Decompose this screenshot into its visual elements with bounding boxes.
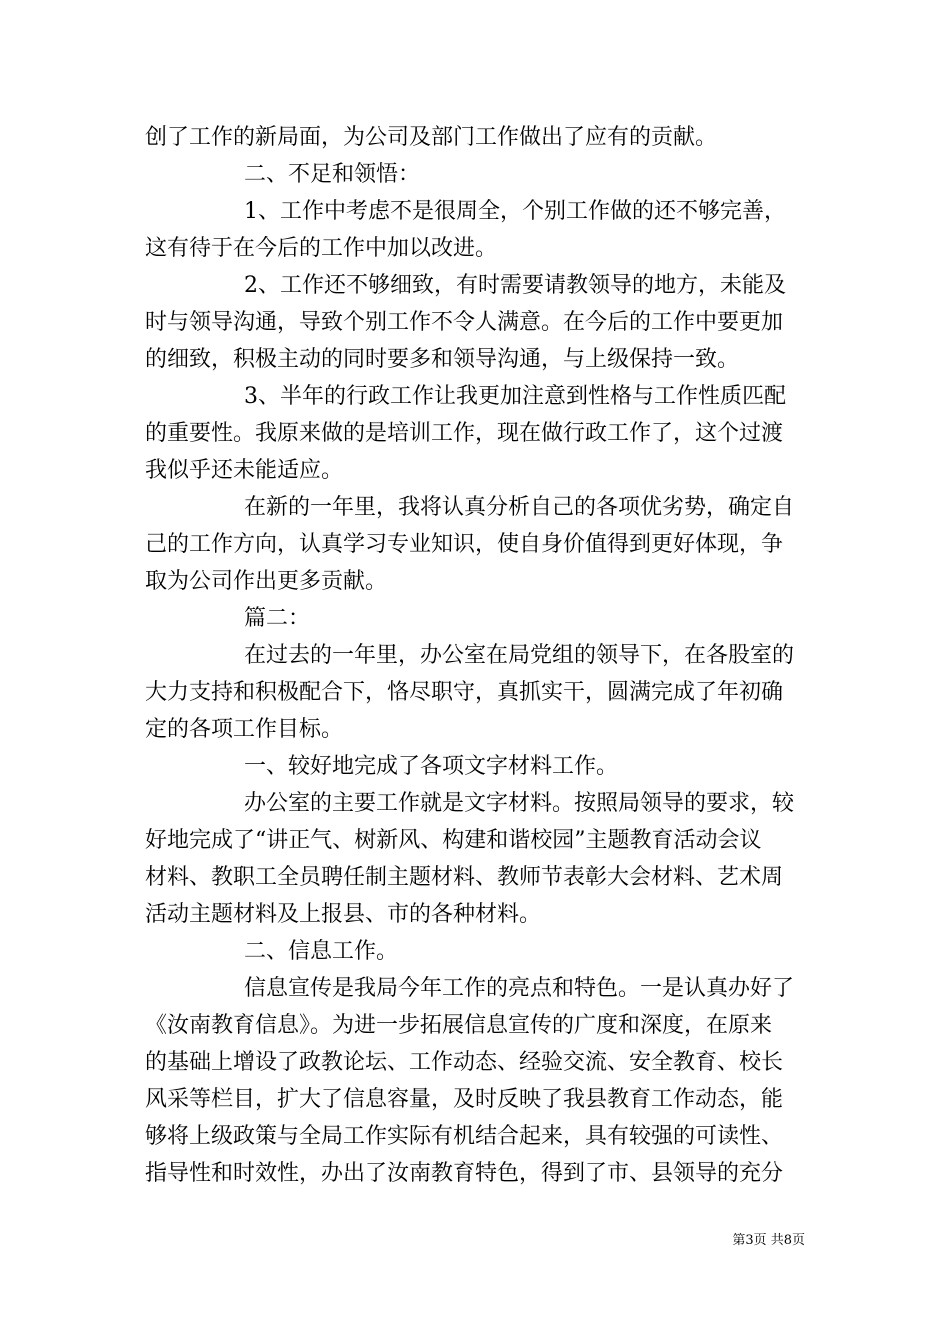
text-line: 的细致，积极主动的同时要多和领导沟通，与上级保持一致。 xyxy=(145,347,740,372)
text-line: 时与领导沟通，导致个别工作不令人满意。在今后的工作中要更加 xyxy=(145,310,784,335)
section-heading: 一、较好地完成了各项文字材料工作。 xyxy=(244,754,619,779)
text-line: 风采等栏目，扩大了信息容量，及时反映了我县教育工作动态，能 xyxy=(145,1087,784,1112)
text-line: 材料、教职工全员聘任制主题材料、教师节表彰大会材料、艺术周 xyxy=(145,865,784,890)
text-line: 在过去的一年里，办公室在局党组的领导下，在各股室的 xyxy=(244,643,795,668)
text-line: 创了工作的新局面，为公司及部门工作做出了应有的贡献。 xyxy=(145,125,718,150)
text-line: 够将上级政策与全局工作实际有机结合起来，具有较强的可读性、 xyxy=(145,1124,784,1149)
section-heading: 二、信息工作。 xyxy=(244,939,399,964)
text-line: 《汝南教育信息》。为进一步拓展信息宣传的广度和深度，在原来 xyxy=(145,1013,773,1038)
page-number: 第3页 共8页 xyxy=(732,1233,805,1248)
text-line: 这有待于在今后的工作中加以改进。 xyxy=(145,236,498,261)
text-line: 的重要性。我原来做的是培训工作，现在做行政工作了，这个过渡 xyxy=(145,421,784,446)
text-line: 大力支持和积极配合下，恪尽职守，真抓实干，圆满完成了年初确 xyxy=(145,680,784,705)
section-heading: 二、不足和领悟： xyxy=(244,162,421,187)
text-line: 信息宣传是我局今年工作的亮点和特色。一是认真办好了 xyxy=(244,976,795,1001)
text-line: 定的各项工作目标。 xyxy=(145,717,344,742)
text-line: 好地完成了“讲正气、树新风、构建和谐校园”主题教育活动会议 xyxy=(145,828,762,853)
text-line: 的基础上增设了政教论坛、工作动态、经验交流、安全教育、校长 xyxy=(145,1050,784,1075)
text-line: 己的工作方向，认真学习专业知识，使自身价值得到更好体现，争 xyxy=(145,532,784,557)
text-line: 3、半年的行政工作让我更加注意到性格与工作性质匹配 xyxy=(244,384,786,409)
text-line: 取为公司作出更多贡献。 xyxy=(145,569,388,594)
text-line: 指导性和时效性，办出了汝南教育特色，得到了市、县领导的充分 xyxy=(145,1161,784,1186)
text-line: 在新的一年里，我将认真分析自己的各项优劣势，确定自 xyxy=(244,495,795,520)
text-line: 1、工作中考虑不是很周全，个别工作做的还不够完善， xyxy=(244,199,786,224)
text-line: 办公室的主要工作就是文字材料。按照局领导的要求，较 xyxy=(244,791,795,816)
section-heading: 篇二： xyxy=(244,606,311,631)
text-line: 活动主题材料及上报县、市的各种材料。 xyxy=(145,902,542,927)
text-line: 2、工作还不够细致，有时需要请教领导的地方，未能及 xyxy=(244,273,786,298)
text-line: 我似乎还未能适应。 xyxy=(145,458,344,483)
